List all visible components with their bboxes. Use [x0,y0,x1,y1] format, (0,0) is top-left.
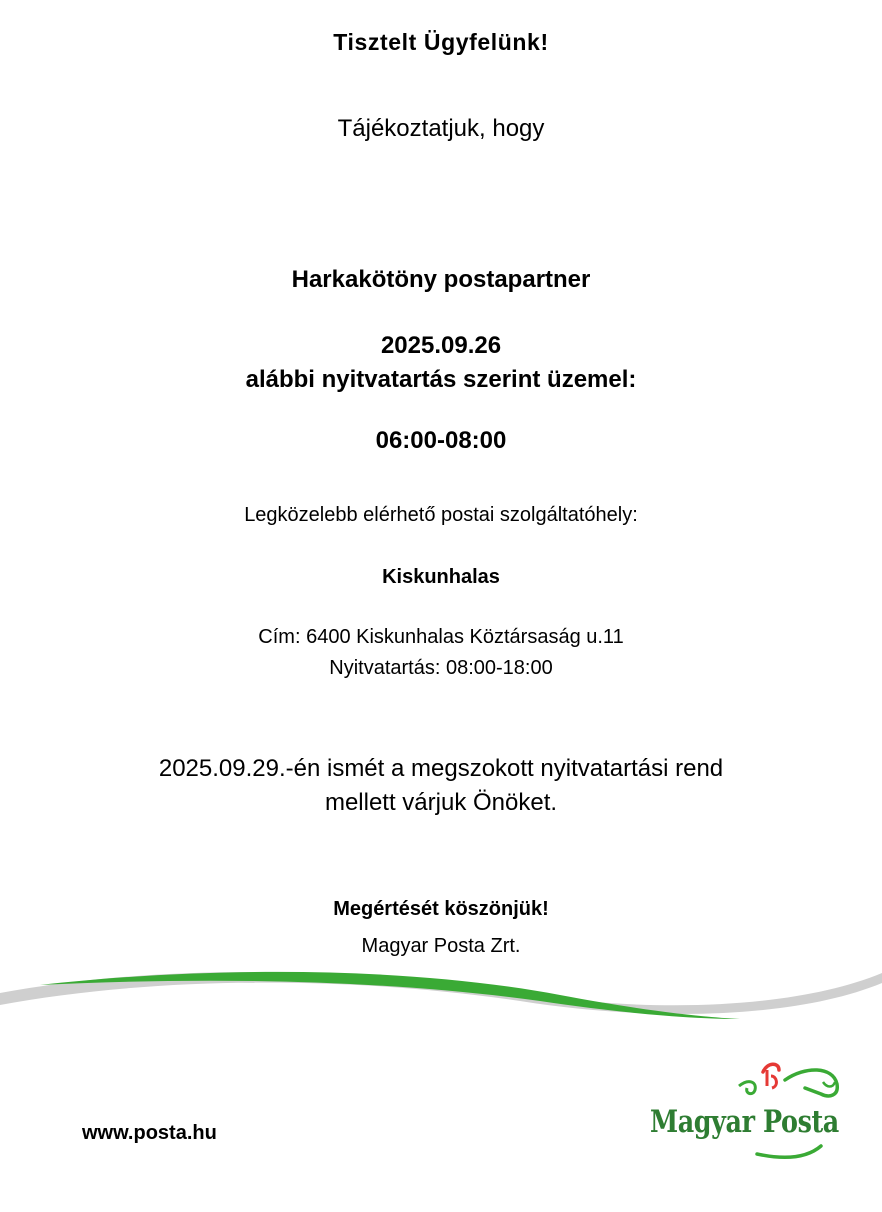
logo-wordmark: Magyar Posta [650,1104,839,1140]
greeting-heading: Tisztelt Ügyfelünk! [333,29,549,55]
nearest-office-hours: Nyitvatartás: 08:00-18:00 [329,657,553,679]
reopen-text-line-1: 2025.09.29.-én ismét a megszokott nyitvatartási rend [158,755,724,782]
nearest-office-name: Kiskunhalas [382,566,500,588]
opening-hours: 06:00-08:00 [375,427,507,454]
green-swoosh [40,972,740,1019]
intro-text: Tájékoztatjuk, hogy [337,115,545,142]
partner-name: Harkakötöny postapartner [291,266,591,293]
swoosh-wave-icon [0,955,882,1045]
nearest-office-address: Cím: 6400 Kiskunhalas Köztársaság u.11 [258,626,624,648]
reopen-text-line-2: mellett várjuk Önöket. [324,789,558,816]
nearest-office-label: Legközelebb elérhető postai szolgáltatóhely: [244,504,638,526]
hours-label: alábbi nyitvatartás szerint üzemel: [245,366,637,393]
thanks-text: Megértését köszönjük! [333,898,549,920]
magyar-posta-logo [645,1058,845,1168]
notice-date: 2025.09.26 [380,332,502,359]
website-link[interactable]: www.posta.hu [82,1122,217,1144]
signature-text: Magyar Posta Zrt. [361,935,521,957]
